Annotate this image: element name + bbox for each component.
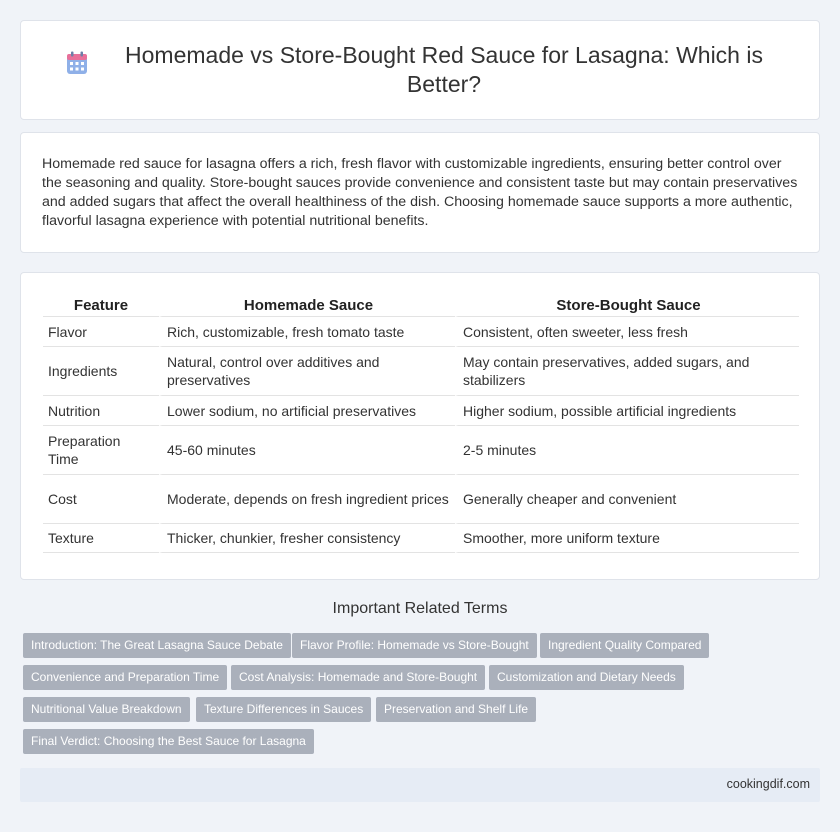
homemade-cell: Moderate, depends on fresh ingredient prices — [159, 475, 455, 524]
homemade-cell: Lower sodium, no artificial preservatives — [159, 396, 455, 426]
header-card — [20, 20, 820, 120]
related-tag[interactable]: Introduction: The Great Lasagna Sauce Debate — [23, 633, 291, 658]
feature-cell: Nutrition — [43, 396, 159, 426]
table-row — [43, 347, 799, 396]
related-tag[interactable]: Cost Analysis: Homemade and Store-Bought — [231, 665, 485, 690]
table-row — [43, 475, 799, 524]
page-title: Homemade vs Store-Bought Red Sauce for Lasagna: Which is Better? — [125, 42, 763, 97]
title-row — [21, 21, 819, 119]
store-bought-cell: May contain preservatives, added sugars, and stabilizers — [455, 347, 799, 396]
related-tag[interactable]: Preservation and Shelf Life — [376, 697, 536, 722]
homemade-cell: 45-60 minutes — [159, 426, 455, 475]
footer-site-link[interactable]: cookingdif.com — [726, 777, 810, 791]
store-bought-cell: Generally cheaper and convenient — [455, 475, 799, 524]
table-header-row — [43, 289, 799, 317]
header-feature: Feature — [43, 289, 159, 317]
feature-cell: Ingredients — [43, 347, 159, 396]
store-bought-cell: Higher sodium, possible artificial ingredients — [455, 396, 799, 426]
table-row — [43, 317, 799, 347]
related-tag[interactable]: Ingredient Quality Compared — [540, 633, 709, 658]
feature-cell: Cost — [43, 475, 159, 524]
footer — [20, 768, 820, 802]
feature-cell: Texture — [43, 524, 159, 553]
related-tag[interactable]: Convenience and Preparation Time — [23, 665, 227, 690]
store-bought-cell: Consistent, often sweeter, less fresh — [455, 317, 799, 347]
comparison-table-card — [20, 272, 820, 580]
feature-cell: Flavor — [43, 317, 159, 347]
comparison-table — [43, 289, 799, 553]
table-row — [43, 426, 799, 475]
related-tag[interactable]: Customization and Dietary Needs — [489, 665, 684, 690]
header-homemade: Homemade Sauce — [159, 289, 455, 317]
store-bought-cell: Smoother, more uniform texture — [455, 524, 799, 553]
feature-cell: Preparation Time — [43, 426, 159, 475]
related-terms-heading: Important Related Terms — [332, 600, 508, 617]
homemade-cell: Rich, customizable, fresh tomato taste — [159, 317, 455, 347]
table-row — [43, 524, 799, 553]
related-tag[interactable]: Nutritional Value Breakdown — [23, 697, 190, 722]
intro-card — [20, 132, 820, 253]
calendar-icon — [66, 51, 88, 75]
header-store-bought: Store-Bought Sauce — [455, 289, 799, 317]
related-tag[interactable]: Flavor Profile: Homemade vs Store-Bought — [292, 633, 537, 658]
store-bought-cell: 2-5 minutes — [455, 426, 799, 475]
table-row — [43, 396, 799, 426]
intro-paragraph: Homemade red sauce for lasagna offers a rich, fresh flavor with customizable ingredients, ensuring better control over the seasoning and quality. Store-bought sauces provide convenience and consistent taste but may contain preservatives and added sugars that affect the overall healthiness of the dish. Choosing homemade sauce supports a more authentic, flavorful lasagna experience with potential nutritional benefits. — [42, 156, 798, 229]
related-tag[interactable]: Texture Differences in Sauces — [196, 697, 371, 722]
related-tag[interactable]: Final Verdict: Choosing the Best Sauce for Lasagna — [23, 729, 314, 754]
homemade-cell: Natural, control over additives and preservatives — [159, 347, 455, 396]
homemade-cell: Thicker, chunkier, fresher consistency — [159, 524, 455, 553]
